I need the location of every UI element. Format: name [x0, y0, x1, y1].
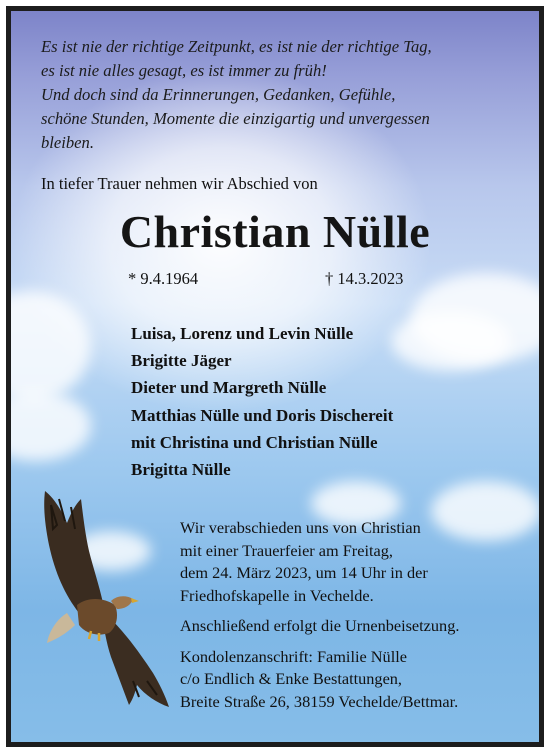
cloud: [391, 311, 511, 371]
mourner-line: Matthias Nülle und Doris Dischereit: [131, 405, 394, 425]
quote-line: Und doch sind da Erinnerungen, Gedanken, Gefühle,: [41, 85, 396, 104]
mourners-list: [131, 320, 393, 483]
quote-line: schöne Stunden, Momente die einzigartig und unvergessen: [41, 109, 430, 128]
mourner-line: Brigitte Jäger: [131, 351, 232, 371]
birth-date: * 9.4.1964: [128, 269, 199, 288]
ceremony-line: mit einer Trauerfeier am Freitag,: [180, 540, 393, 560]
cloud: [6, 391, 91, 461]
mourner-line: Brigitta Nülle: [131, 460, 231, 480]
death-date: † 14.3.2023: [325, 269, 404, 288]
quote-line: bleiben.: [41, 133, 94, 152]
mourner-line: Luisa, Lorenz und Levin Nülle: [131, 324, 354, 343]
obituary-notice: [6, 6, 544, 747]
eagle-image: [27, 485, 177, 715]
ceremony-line: dem 24. März 2023, um 14 Uhr in der: [180, 563, 428, 582]
quote-line: es ist nie alles gesagt, es ist immer zu früh!: [41, 61, 327, 80]
urn-burial-line: Anschließend erfolgt die Urnenbeisetzung.: [180, 616, 460, 635]
ceremony-line: Friedhofskapelle in Vechelde.: [180, 585, 374, 605]
quote-line: Es ist nie der richtige Zeitpunkt, es ist nie der richtige Tag,: [41, 37, 432, 56]
mourner-line: Dieter und Margreth Nülle: [131, 378, 327, 398]
intro-text: In tiefer Trauer nehmen wir Abschied von: [41, 174, 318, 193]
condolence-line: Breite Straße 26, 38159 Vechelde/Bettmar.: [180, 691, 459, 711]
ceremony-line: Wir verabschieden uns von Christian: [180, 518, 421, 537]
cloud: [6, 291, 91, 401]
mourner-line: mit Christina und Christian Nülle: [131, 432, 378, 452]
ceremony-details: [180, 517, 459, 713]
condolence-line: Kondolenzanschrift: Familie Nülle: [180, 646, 407, 666]
condolence-line: c/o Endlich & Enke Bestattungen,: [180, 669, 403, 688]
deceased-name: Christian Nülle: [119, 206, 431, 257]
memorial-quote: [41, 35, 521, 155]
